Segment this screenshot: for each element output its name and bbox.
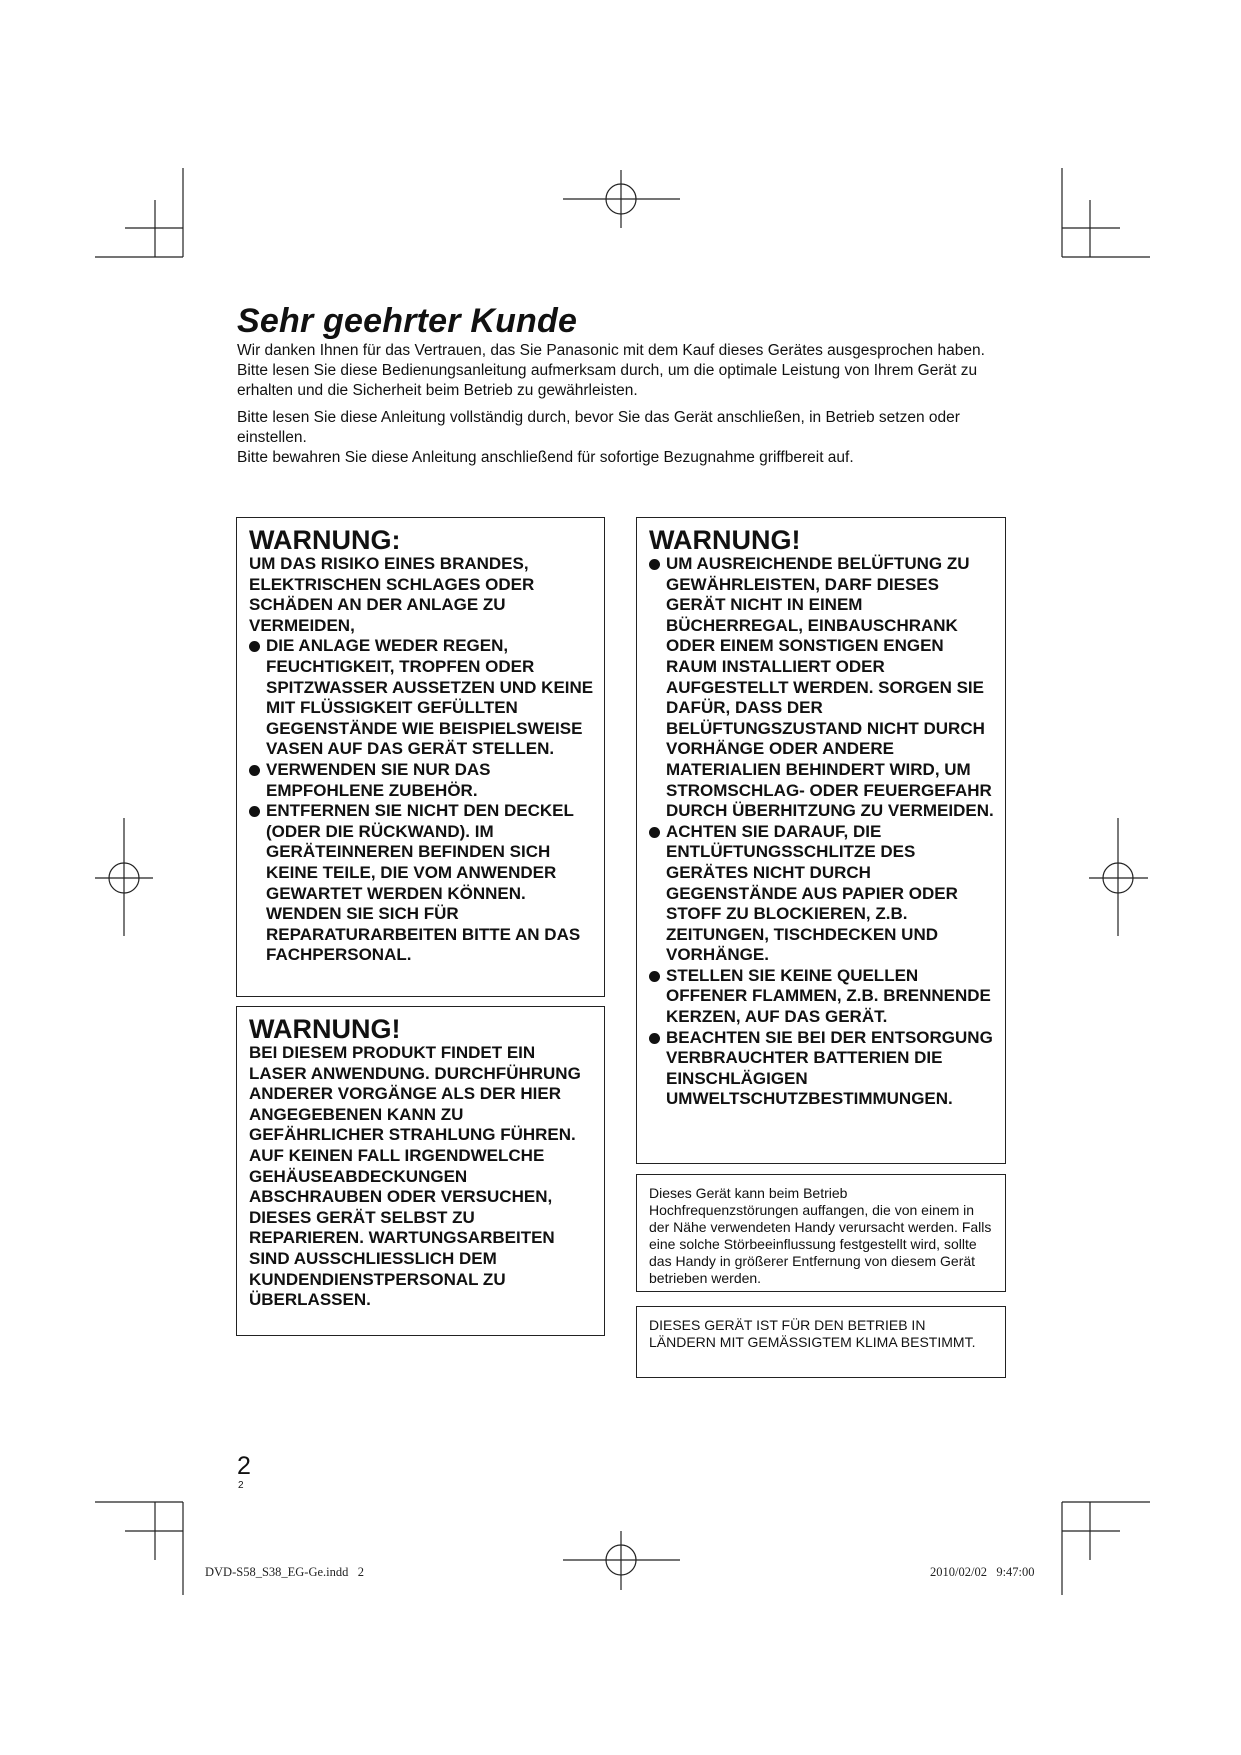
warning-list: [249, 636, 594, 966]
bullet-icon: [649, 827, 660, 838]
warning-item-text: DIE ANLAGE WEDER REGEN, FEUCHTIGKEIT, TROPFEN ODER SPITZWASSER AUSSETZEN UND KEINE MIT FLÜSSIGKEIT GEFÜLLTEN GEGENSTÄNDE WIE BEISPIELSWEISE VASEN AUF DAS GERÄT STELLEN.: [266, 636, 594, 759]
intro-paragraph: Bitte lesen Sie diese Anleitung vollständig durch, bevor Sie das Gerät anschließen, in Betrieb setzen oder einstellen.: [237, 409, 960, 446]
interference-note: Dieses Gerät kann beim Betrieb Hochfrequenzstörungen auffangen, die von einem in der Nähe verwendeten Handy verursacht werden. Falls eine solche Störbeeinflussung festgestellt wird, sollte das Handy in größerer Entfernung von diesem Gerät betrieben werden.: [636, 1174, 1006, 1292]
registration-mark-top: [563, 170, 680, 228]
registration-mark-right: [1089, 818, 1148, 936]
warning-item-text: ACHTEN SIE DARAUF, DIE ENTLÜFTUNGSSCHLITZE DES GERÄTES NICHT DURCH GEGENSTÄNDE AUS PAPIER ODER STOFF ZU BLOCKIEREN, Z.B. ZEITUNGEN, TISCHDECKEN UND VORHÄNGE.: [666, 821, 958, 965]
warning-list-item: [249, 760, 594, 801]
intro-text: [237, 341, 1007, 468]
warning-heading: WARNUNG!: [249, 1014, 401, 1044]
footer-timestamp: 2010/02/02 9:47:00: [930, 1565, 1035, 1579]
warning-heading: WARNUNG!: [649, 525, 801, 555]
warning-box-ventilation: [636, 517, 1006, 1164]
registration-mark-bottom: [563, 1531, 680, 1590]
warning-box-safety: [236, 517, 605, 997]
warning-list-item: [249, 801, 594, 966]
intro-paragraph: Bitte lesen Sie diese Bedienungsanleitung aufmerksam durch, um die optimale Leistung von Ihrem Gerät zu erhalten und die Sicherheit beim Betrieb zu gewährleisten.: [237, 362, 978, 399]
climate-note: DIESES GERÄT IST FÜR DEN BETRIEB IN LÄNDERN MIT GEMÄSSIGTEM KLIMA BESTIMMT.: [636, 1306, 1006, 1378]
page-number-small: 2: [238, 1480, 244, 1491]
footer-filename: DVD-S58_S38_EG-Ge.indd 2: [205, 1565, 365, 1579]
warning-item-text: VERWENDEN SIE NUR DAS EMPFOHLENE ZUBEHÖR.: [266, 759, 491, 800]
warning-item-text: BEACHTEN SIE BEI DER ENTSORGUNG VERBRAUCHTER BATTERIEN DIE EINSCHLÄGIGEN UMWELTSCHUTZBESTIMMUNGEN.: [666, 1027, 993, 1109]
warning-item-text: STELLEN SIE KEINE QUELLEN OFFENER FLAMMEN, Z.B. BRENNENDE KERZEN, AUF DAS GERÄT.: [666, 965, 991, 1027]
bullet-icon: [649, 559, 660, 570]
bullet-icon: [249, 806, 260, 817]
intro-paragraph: Wir danken Ihnen für das Vertrauen, das Sie Panasonic mit dem Kauf dieses Gerätes ausgesprochen haben.: [237, 342, 985, 359]
warning-list-item: [649, 966, 995, 1028]
warning-list: [649, 554, 995, 1110]
page-number: 2: [237, 1452, 251, 1480]
bullet-icon: [649, 1033, 660, 1044]
warning-item-text: ENTFERNEN SIE NICHT DEN DECKEL (ODER DIE RÜCKWAND). IM GERÄTEINNEREN BEFINDEN SICH KEINE TEILE, DIE VOM ANWENDER GEWARTET WERDEN KÖNNEN. WENDEN SIE SICH FÜR REPARATURARBEITEN BITTE AN DAS FACHPERSONAL.: [266, 801, 581, 965]
warning-list-item: [649, 822, 995, 966]
warning-list-item: [649, 1028, 995, 1110]
warning-heading: WARNUNG:: [249, 525, 401, 555]
page-title: Sehr geehrter Kunde: [237, 302, 578, 340]
warning-box-laser: [236, 1006, 605, 1336]
warning-list-item: [249, 636, 594, 760]
intro-paragraph: Bitte bewahren Sie diese Anleitung anschließend für sofortige Bezugnahme griffbereit auf.: [237, 449, 854, 466]
warning-item-text: UM AUSREICHENDE BELÜFTUNG ZU GEWÄHRLEISTEN, DARF DIESES GERÄT NICHT IN EINEM BÜCHERREGAL, EINBAUSCHRANK ODER EINEM SONSTIGEN ENGEN RAUM INSTALLIERT ODER AUFGESTELLT WERDEN. SORGEN SIE DAFÜR, DASS DER BELÜFTUNGSZUSTAND NICHT DURCH VORHÄNGE ODER ANDERE MATERIALIEN BEHINDERT WIRD, UM STROMSCHLAG- ODER FEUERGEFAHR DURCH ÜBERHITZUNG ZU VERMEIDEN.: [666, 554, 994, 821]
warning-list-item: [649, 554, 995, 822]
registration-mark-left: [95, 818, 153, 936]
warning-intro: UM DAS RISIKO EINES BRANDES, ELEKTRISCHEN SCHLAGES ODER SCHÄDEN AN DER ANLAGE ZU VERMEIDEN,: [249, 554, 535, 635]
warning-text: BEI DIESEM PRODUKT FINDET EIN LASER ANWENDUNG. DURCHFÜHRUNG ANDERER VORGÄNGE ALS DER HIER ANGEGEBENEN KANN ZU GEFÄHRLICHER STRAHLUNG FÜHREN. AUF KEINEN FALL IRGENDWELCHE GEHÄUSEABDECKUNGEN ABSCHRAUBEN ODER VERSUCHEN, DIESES GERÄT SELBST ZU REPARIEREN. WARTUNGSARBEITEN SIND AUSSCHLIESSLICH DEM KUNDENDIENSTPERSONAL ZU ÜBERLASSEN.: [249, 1043, 581, 1310]
bullet-icon: [249, 765, 260, 776]
bullet-icon: [249, 641, 260, 652]
bullet-icon: [649, 971, 660, 982]
